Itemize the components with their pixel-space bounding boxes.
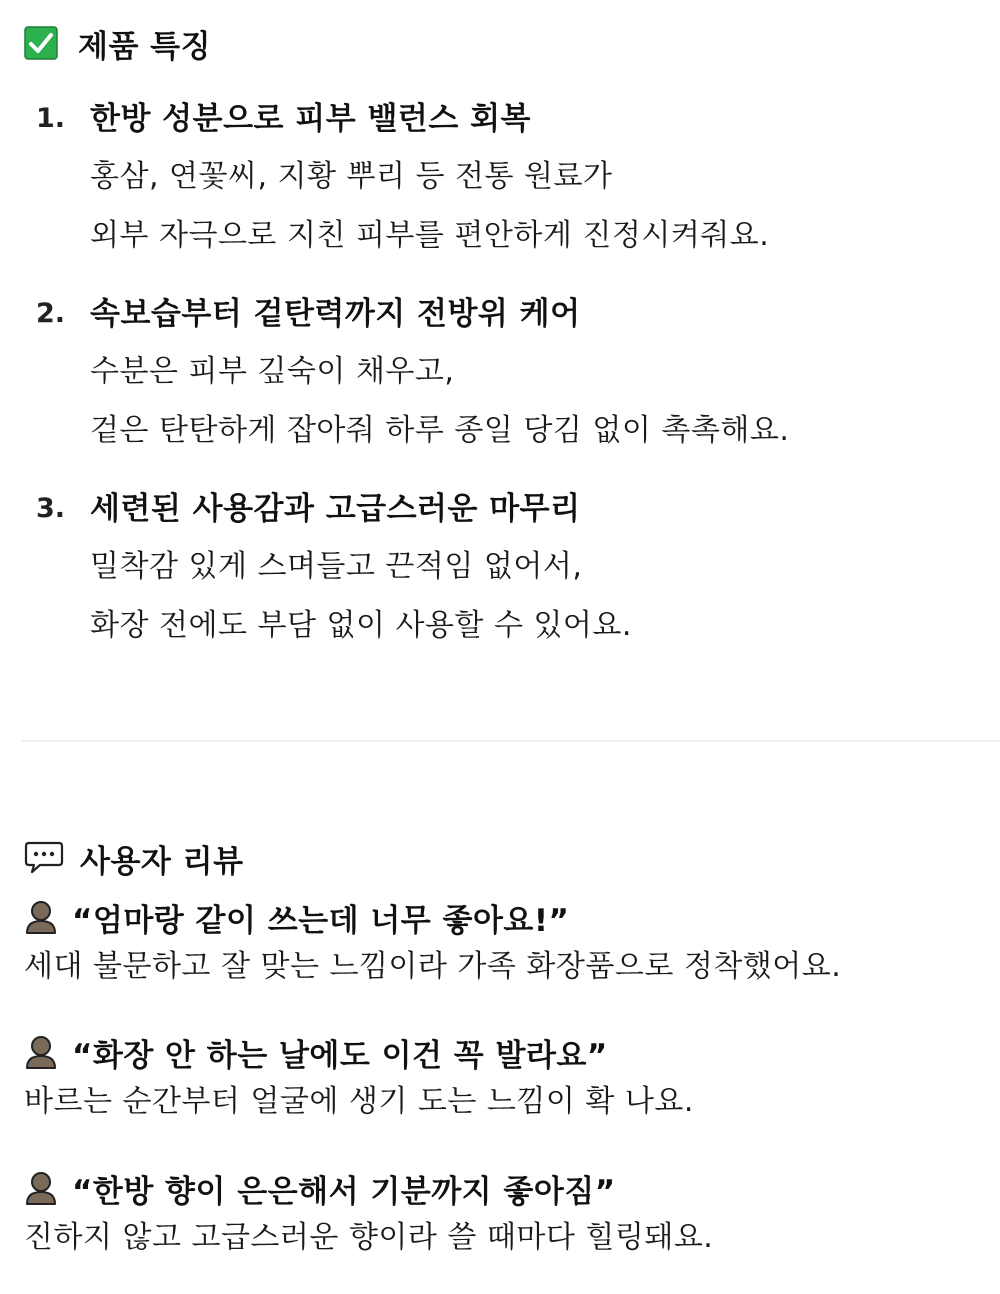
- review-quote-row: [24, 1030, 608, 1074]
- review-quote-row: [24, 895, 569, 939]
- feature-number: 2.: [36, 298, 66, 329]
- feature-number: 3.: [36, 493, 66, 524]
- feature-description: 겉은 탄탄하게 잡아줘 하루 종일 당김 없이 촉촉해요.: [90, 413, 790, 448]
- features-heading: [24, 22, 211, 64]
- review-quote: “화장 안 하는 날에도 이건 꼭 발라요”: [72, 1037, 608, 1074]
- section-divider: [22, 740, 1000, 742]
- feature-description: 홍삼, 연꽃씨, 지황 뿌리 등 전통 원료가: [90, 159, 613, 194]
- review-quote-row: [24, 1166, 616, 1210]
- feature-heading: 세련된 사용감과 고급스러운 마무리: [90, 491, 581, 527]
- person-icon: [24, 1034, 58, 1070]
- review-body: 세대 불문하고 잘 맞는 느낌이라 가족 화장품으로 정착했어요.: [24, 949, 842, 984]
- review-quote: “한방 향이 은은해서 기분까지 좋아짐”: [72, 1173, 616, 1210]
- reviews-heading: [24, 836, 244, 880]
- review-quote: “엄마랑 같이 쓰는데 너무 좋아요!”: [72, 902, 570, 939]
- speech-balloon-icon: [24, 840, 64, 876]
- review-body: 진하지 않고 고급스러운 향이라 쓸 때마다 힐링돼요.: [24, 1220, 714, 1255]
- features-title: 제품 특징: [78, 28, 212, 65]
- check-mark-button-icon: [24, 26, 58, 60]
- feature-heading: 속보습부터 겉탄력까지 전방위 케어: [90, 296, 581, 332]
- feature-heading: 한방 성분으로 피부 밸런스 회복: [90, 101, 531, 137]
- person-icon: [24, 899, 58, 935]
- feature-number: 1.: [36, 103, 66, 134]
- feature-description: 밀착감 있게 스며들고 끈적임 없어서,: [90, 549, 583, 584]
- feature-description: 수분은 피부 깊숙이 채우고,: [90, 354, 455, 389]
- feature-description: 화장 전에도 부담 없이 사용할 수 있어요.: [90, 608, 632, 643]
- reviews-title: 사용자 리뷰: [80, 843, 244, 880]
- person-icon: [24, 1170, 58, 1206]
- review-body: 바르는 순간부터 얼굴에 생기 도는 느낌이 확 나요.: [24, 1084, 694, 1119]
- feature-description: 외부 자극으로 지친 피부를 편안하게 진정시켜줘요.: [90, 218, 770, 253]
